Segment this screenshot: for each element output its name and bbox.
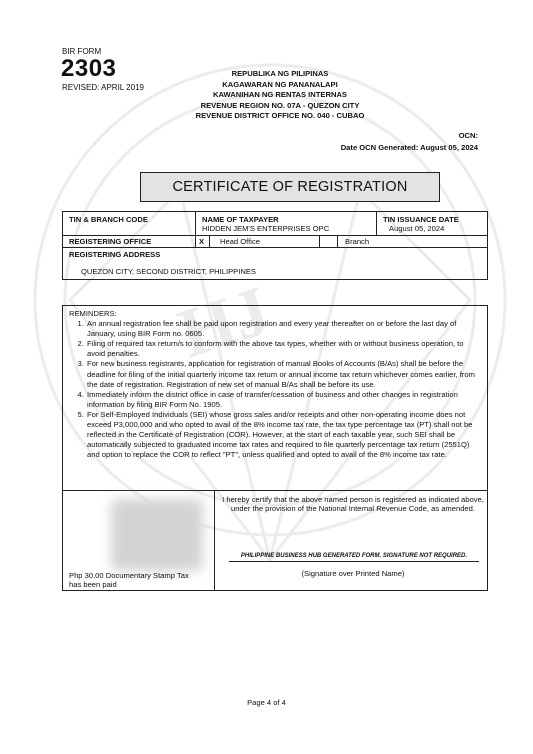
reminder-item: 4. Immediately inform the district office in case of transfer/cessation of business and other changes in registration information by filing BIR Form No. 1905. — [86, 390, 481, 410]
tin-label: TIN & BRANCH CODE — [69, 215, 148, 224]
taxpayer-name: HIDDEN JEM'S ENTERPRISES OPC — [202, 224, 330, 233]
form-label: BIR FORM — [62, 47, 102, 56]
blurred-stamp-image — [111, 499, 203, 571]
agency-line: REPUBLIKA NG PILIPINAS — [231, 69, 329, 78]
reminder-item: 3. For new business registrants, application for registration of manual Books of Accounts (B/As) shall be before the deadline for filing of the initial quarterly income tax return or annual income tax return whichever comes earlier, from the date of registration. Registration of new set of manual B/As shall be before its use. — [86, 359, 481, 389]
agency-line: REVENUE REGION NO. 07A - QUEZON CITY — [200, 100, 360, 110]
issuance-label: TIN ISSUANCE DATE — [383, 215, 459, 224]
reminders-box — [62, 305, 488, 491]
stamp-tax-note — [69, 571, 189, 589]
agency-line: KAWANIHAN NG RENTAS INTERNAS — [212, 90, 348, 100]
certificate-title: CERTIFICATE OF REGISTRATION — [140, 172, 440, 202]
agency-line: REVENUE DISTRICT OFFICE NO. 040 - CUBAO — [195, 111, 365, 121]
ocn-label: OCN: — [458, 131, 478, 140]
taxpayer-label: NAME OF TAXPAYER — [202, 215, 279, 224]
ocn-block — [341, 130, 478, 153]
generated-form-note: PHILIPPINE BUSINESS HUB GENERATED FORM. SIGNATURE NOT REQUIRED. — [229, 553, 479, 562]
reminder-item: 5. For Self-Employed Individuals (SEI) whose gross sales and/or receipts and other non-operating income does not exceed P3,000,000 and who opted to avail of the 8% income tax rate, the tax type percentage tax (PT) shall not be reflected in the Certificate of Registration (COR). However, at the start of each taxable year, such SEI shall be automatically subjected to graduated income tax rates and required to file quarterly percentage tax return (2551Q) and option to replace the COR to reflect "PT", unless qualified and opted to avail of the 8% income tax rate. — [86, 410, 481, 460]
stamp-line: has been paid — [69, 580, 117, 589]
branch-option: Branch — [345, 237, 370, 246]
svg-text:HJ: HJ — [170, 272, 279, 374]
stamp-line: Php 30.00 Documentary Stamp Tax — [69, 571, 189, 580]
address-value: QUEZON CITY, SECOND DISTRICT, PHILIPPINES — [81, 267, 256, 276]
agency-header — [150, 69, 410, 122]
head-office-option: Head Office — [220, 237, 260, 246]
signature-label: (Signature over Printed Name) — [301, 569, 405, 578]
reminders-heading: REMINDERS: — [69, 309, 117, 318]
form-revision: REVISED: APRIL 2019 — [62, 83, 144, 92]
agency-line: KAGAWARAN NG PANANALAPI — [222, 79, 338, 89]
reminder-item: 1. An annual registration fee shall be paid upon registration and every year thereafter on or before the last day of January, using BIR Form no. 0605. — [86, 319, 481, 339]
office-label: REGISTERING OFFICE — [69, 237, 152, 246]
page-number: Page 4 of 4 — [247, 698, 286, 707]
reminders-list — [86, 319, 481, 460]
head-office-checkmark: X — [199, 237, 205, 246]
address-label: REGISTERING ADDRESS — [69, 250, 161, 259]
issuance-date: August 05, 2024 — [389, 224, 445, 233]
ocn-date: Date OCN Generated: August 05, 2024 — [340, 142, 478, 152]
reminder-item: 2. Filing of required tax return/s to conform with the above tax types, whether with or without business operation, to avoid penalties. — [86, 339, 481, 359]
form-number: 2303 — [61, 55, 117, 82]
certification-box — [62, 491, 488, 591]
registration-table — [62, 211, 488, 280]
certification-text: I hereby certify that the above named person is registered as indicated above, under the provision of the National Internal Revenue Code, as amended. — [222, 495, 484, 514]
